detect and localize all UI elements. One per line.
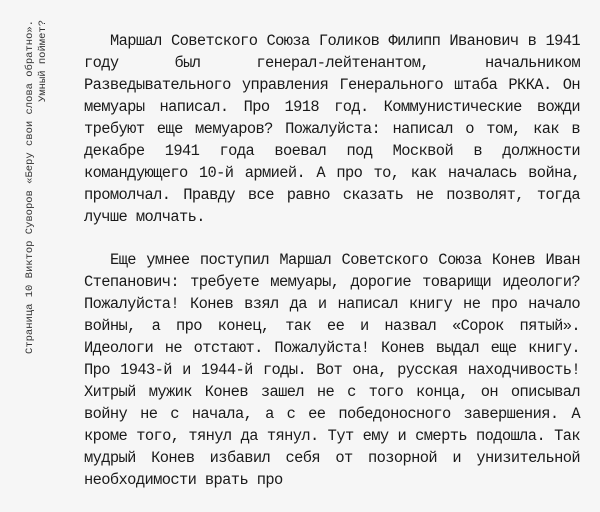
page-header-text xyxy=(24,20,80,416)
header-line-2: Умный поймет? xyxy=(36,20,49,102)
paragraph-2: Еще умнее поступил Маршал Советского Союза Конев Иван Степанович: требуете мемуары, дорогие товарищи идеологи? Пожалуйста! Конев взял да и написал книгу не про начало войны, а про конец, так ее и назвал «Сорок пятый». Идеологи не отстают. Пожалуйста! Конев выдал еще книгу. Про 1943-й и 1944-й годы. Вот она, русская находчивость! Хитрый мужик Конев зашел не с того конца, он описывал войну не с начала, а с ее победоносного завершения. А кроме того, тянул да тянул. Тут ему и смерть подошла. Так мудрый Конев избавил себя от позорной и унизительной необходимости врать про xyxy=(84,251,580,489)
page-header-sidebar xyxy=(24,20,80,416)
body-text xyxy=(84,30,580,512)
header-line-1: Страница 10 Виктор Суворов «Беру свои слова обратно». xyxy=(24,20,36,354)
paragraph-1: Маршал Советского Союза Голиков Филипп Иванович в 1941 году был генерал-лейтенантом, начальником Разведывательного управления Генерального штаба РККА. Он мемуары написал. Про 1918 год. Коммунистические вожди требуют еще мемуаров? Пожалуйста: написал о том, как в декабре 1941 года воевал под Москвой в должности командующего 10-й армией. А про то, как началась война, промолчал. Правду все равно сказать не позволят, тогда лучше молчать. xyxy=(84,32,580,226)
